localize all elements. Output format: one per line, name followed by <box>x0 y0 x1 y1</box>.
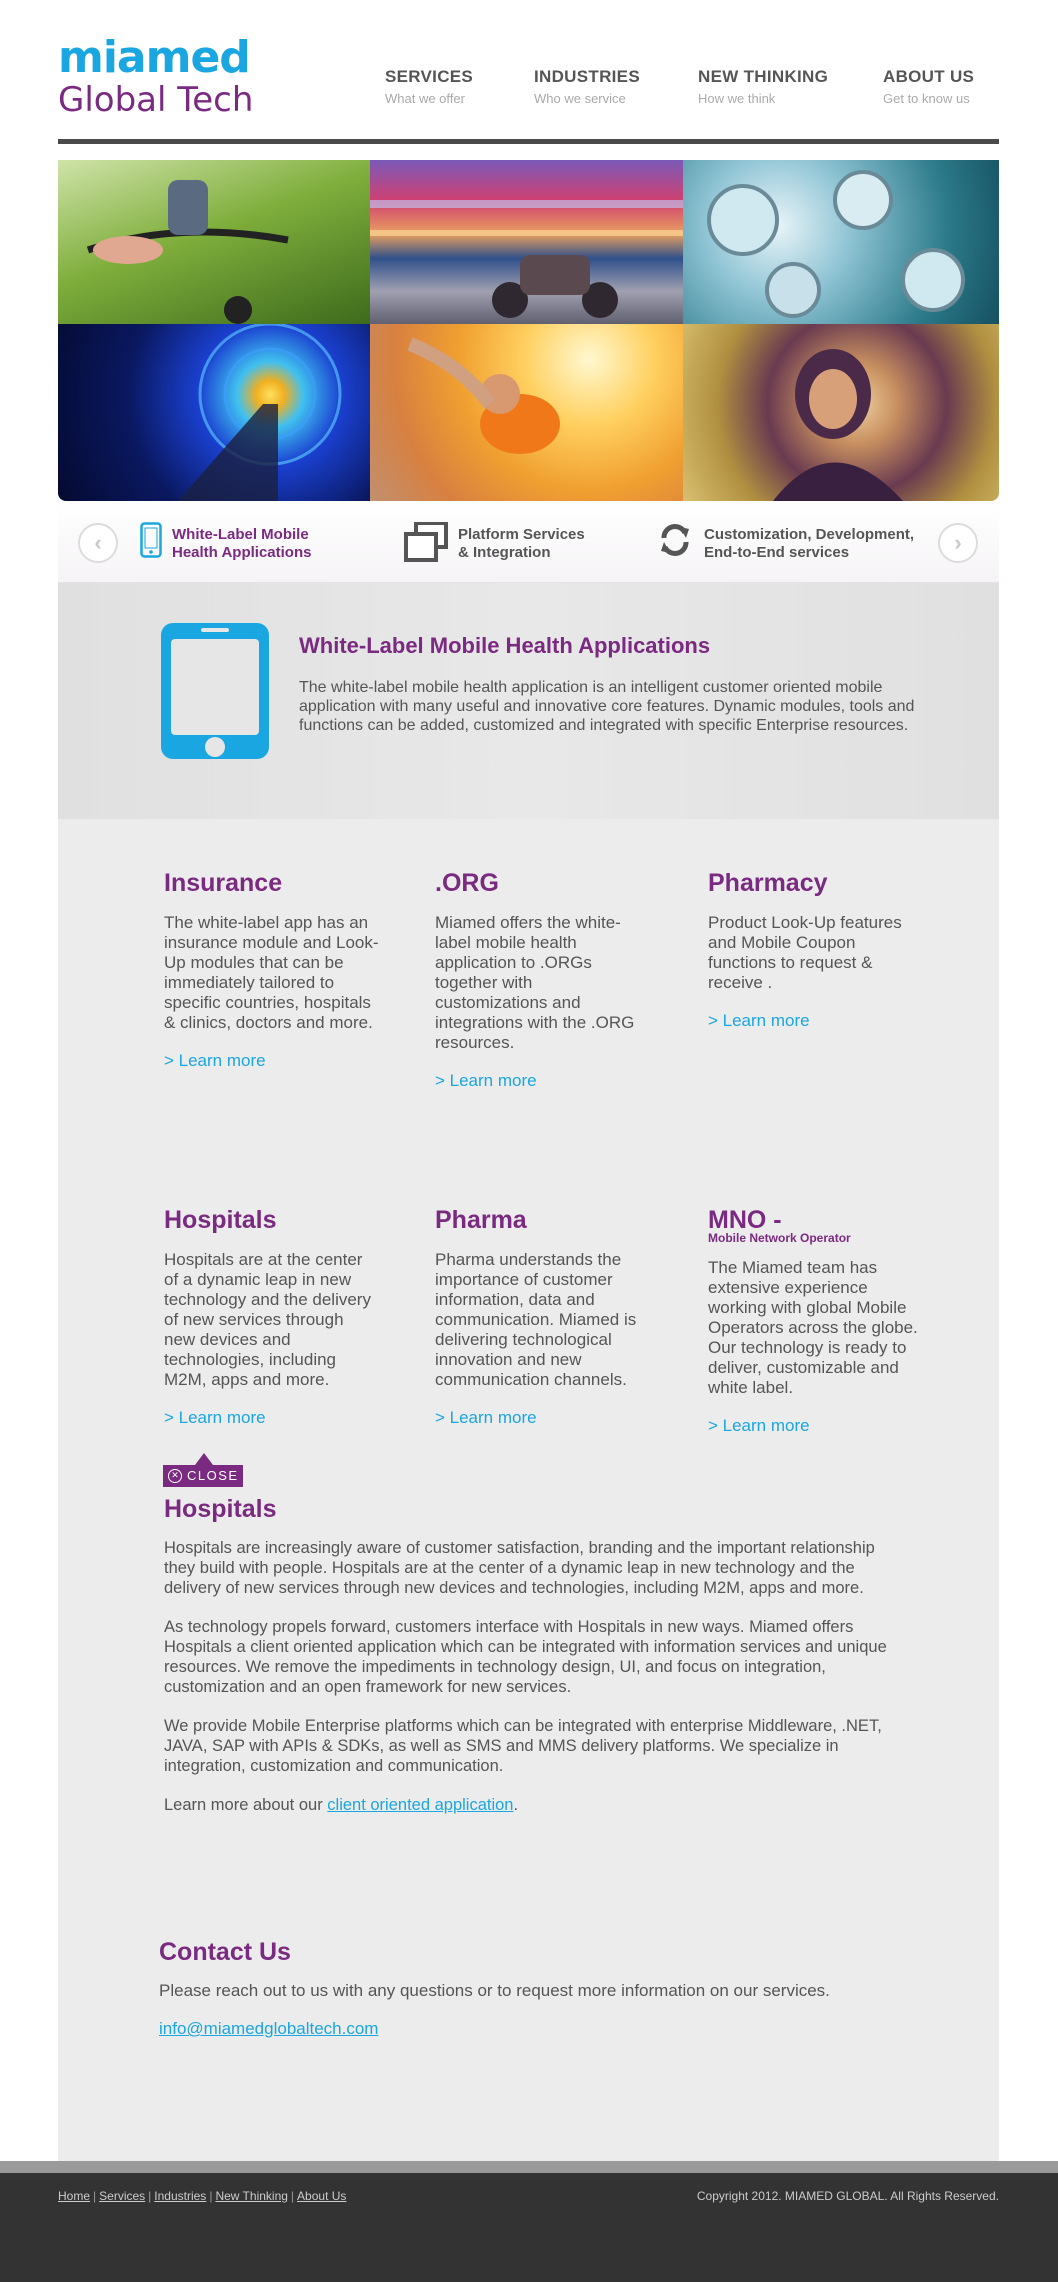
photo-light-tunnel <box>58 324 370 501</box>
industry-card-hospitals <box>164 1205 379 1428</box>
card-text: Hospitals are at the center of a dynamic leap in new technology and the delivery of new services through new devices and technologies, including M2M, apps and more. <box>164 1250 371 1389</box>
industry-card-pharma <box>435 1205 640 1428</box>
industry-card-pharmacy <box>708 868 913 1031</box>
card-text: The white-label app has an insurance module and Look-Up modules that can be immediately tailored to specific countries, hospitals & clinics, doctors and more. <box>164 913 379 1032</box>
footer-link-new-thinking[interactable]: New Thinking <box>215 2189 288 2203</box>
footer-stripe <box>0 2161 1058 2173</box>
logo[interactable] <box>58 32 258 120</box>
nav-item-services[interactable] <box>385 67 473 106</box>
detail-paragraph: Hospitals are increasingly aware of customer satisfaction, branding and the important relationship they build with people. Hospitals are at the center of a dynamic leap in new technology and the delivery of new services through new devices and technologies, including M2M, apps and more. <box>164 1539 875 1597</box>
learn-more-link[interactable]: > Learn more <box>435 1408 537 1427</box>
card-title: Pharma <box>435 1206 527 1234</box>
footer-link-industries[interactable]: Industries <box>154 2189 207 2203</box>
chevron-right-icon: › <box>954 530 962 555</box>
nav-subtitle: Who we service <box>534 91 626 106</box>
main-nav <box>385 67 1005 109</box>
carousel-item-platform-services[interactable] <box>404 520 604 564</box>
learn-more-link[interactable]: > Learn more <box>164 1051 266 1070</box>
refresh-cycle-icon <box>658 522 692 558</box>
carousel-prev-button[interactable] <box>78 523 118 563</box>
nav-subtitle: How we think <box>698 91 776 106</box>
detail-paragraph: Learn more about our client oriented application. <box>164 1796 519 1814</box>
nav-title: NEW THINKING <box>698 67 829 86</box>
carousel-item-label: Customization, Development, End-to-End services <box>704 526 915 561</box>
footer-links: Home | Services | Industries | New Thinking | About Us <box>58 2189 347 2203</box>
card-title: MNO - <box>708 1206 782 1234</box>
photo-motion-motorcycle <box>370 160 683 324</box>
footer-link-home[interactable]: Home <box>58 2189 91 2203</box>
footer <box>0 2173 1058 2282</box>
contact-text: Please reach out to us with any questions or to request more information on our services. <box>159 1981 830 2000</box>
logo-wordmark-bottom: Global Tech <box>58 80 254 120</box>
industry-card-insurance <box>164 868 379 1071</box>
carousel-item-customization[interactable] <box>658 520 918 564</box>
hero-photo-grid <box>58 160 999 501</box>
header-divider <box>58 139 999 144</box>
learn-more-link[interactable]: > Learn more <box>708 1011 810 1030</box>
detail-paragraph: As technology propels forward, customers interface with Hospitals in new ways. Miamed offers Hospitals a client oriented application which can be integrated with information services and unique resources. We remove the impediments in technology design, UI, and focus on integration, customization and an open framework for new services. <box>164 1618 887 1696</box>
card-title: Pharmacy <box>708 869 828 897</box>
card-title: Hospitals <box>164 1206 277 1234</box>
card-title: .ORG <box>435 869 499 897</box>
nav-title: INDUSTRIES <box>534 67 640 86</box>
learn-more-link[interactable]: > Learn more <box>435 1071 537 1090</box>
logo-wordmark-top: miamed <box>58 32 250 83</box>
carousel-item-label: White-Label Mobile Health Applications <box>172 526 312 561</box>
contact-section <box>159 1938 919 2039</box>
photo-surgery-lights <box>683 160 999 324</box>
feature-description: The white-label mobile health application is an intelligent customer oriented mobile application with many useful and innovative core features. Dynamic modules, tools and functions can be added, customized and integrated with specific Enterprise resources. <box>299 679 915 734</box>
contact-email-link[interactable]: info@miamedglobaltech.com <box>159 2019 379 2038</box>
contact-title: Contact Us <box>159 1938 291 1966</box>
services-carousel <box>58 503 999 583</box>
detail-title: Hospitals <box>164 1495 277 1523</box>
detail-panel-hospitals <box>164 1495 894 1815</box>
nav-subtitle: Get to know us <box>883 91 970 106</box>
industry-card-org <box>435 868 640 1091</box>
photo-child-swinging <box>370 324 683 501</box>
card-text: Product Look-Up features and Mobile Coupon functions to request & receive . <box>708 913 902 992</box>
card-text: The Miamed team has extensive experience working with global Mobile Operators across the globe. Our technology is ready to deliver, customizable and white label. <box>708 1258 918 1397</box>
close-detail-button[interactable] <box>163 1465 243 1487</box>
client-oriented-application-link[interactable]: client oriented application <box>327 1796 514 1814</box>
nav-title: ABOUT US <box>883 67 975 86</box>
copyright: Copyright 2012. MIAMED GLOBAL. All Rights Reserved. <box>696 2189 999 2203</box>
stacked-screens-icon <box>404 522 448 562</box>
nav-title: SERVICES <box>385 67 474 86</box>
detail-paragraph: We provide Mobile Enterprise platforms which can be integrated with enterprise Middleware, .NET, JAVA, SAP with APIs & SDKs, as well as SMS and MMS delivery platforms. We specialize in integration, customization and communication. <box>164 1717 882 1775</box>
carousel-next-button[interactable] <box>938 523 978 563</box>
chevron-left-icon: ‹ <box>94 530 102 555</box>
photo-bicycle-field <box>58 160 370 324</box>
nav-item-industries[interactable] <box>534 67 640 106</box>
card-subtitle: Mobile Network Operator <box>708 1231 851 1245</box>
close-label: CLOSE <box>187 1468 239 1483</box>
feature-title: White-Label Mobile Health Applications <box>299 633 711 658</box>
card-text: Pharma understands the importance of customer information, data and communication. Miamed is delivering technological innovation and new communication channels. <box>435 1250 637 1389</box>
nav-item-about-us[interactable] <box>883 67 974 106</box>
learn-more-link[interactable]: > Learn more <box>708 1416 810 1435</box>
feature-panel <box>58 583 999 819</box>
nav-subtitle: What we offer <box>385 91 465 106</box>
close-icon: ✕ <box>168 1469 182 1483</box>
industry-card-mno <box>708 1205 923 1436</box>
learn-more-link[interactable]: > Learn more <box>164 1408 266 1427</box>
carousel-item-white-label[interactable] <box>140 520 320 564</box>
photo-smiling-woman <box>683 324 999 501</box>
mobile-phone-icon <box>161 623 269 759</box>
card-text: Miamed offers the white-label mobile health application to .ORGs together with customizations and integrations with the .ORG resources. <box>435 913 635 1052</box>
footer-link-about-us[interactable]: About Us <box>297 2189 347 2203</box>
main-content <box>58 583 999 2161</box>
nav-item-new-thinking[interactable] <box>698 67 828 106</box>
carousel-item-label: Platform Services & Integration <box>458 526 585 561</box>
mobile-phone-icon <box>140 522 162 558</box>
card-title: Insurance <box>164 869 283 897</box>
footer-link-services[interactable]: Services <box>99 2189 146 2203</box>
